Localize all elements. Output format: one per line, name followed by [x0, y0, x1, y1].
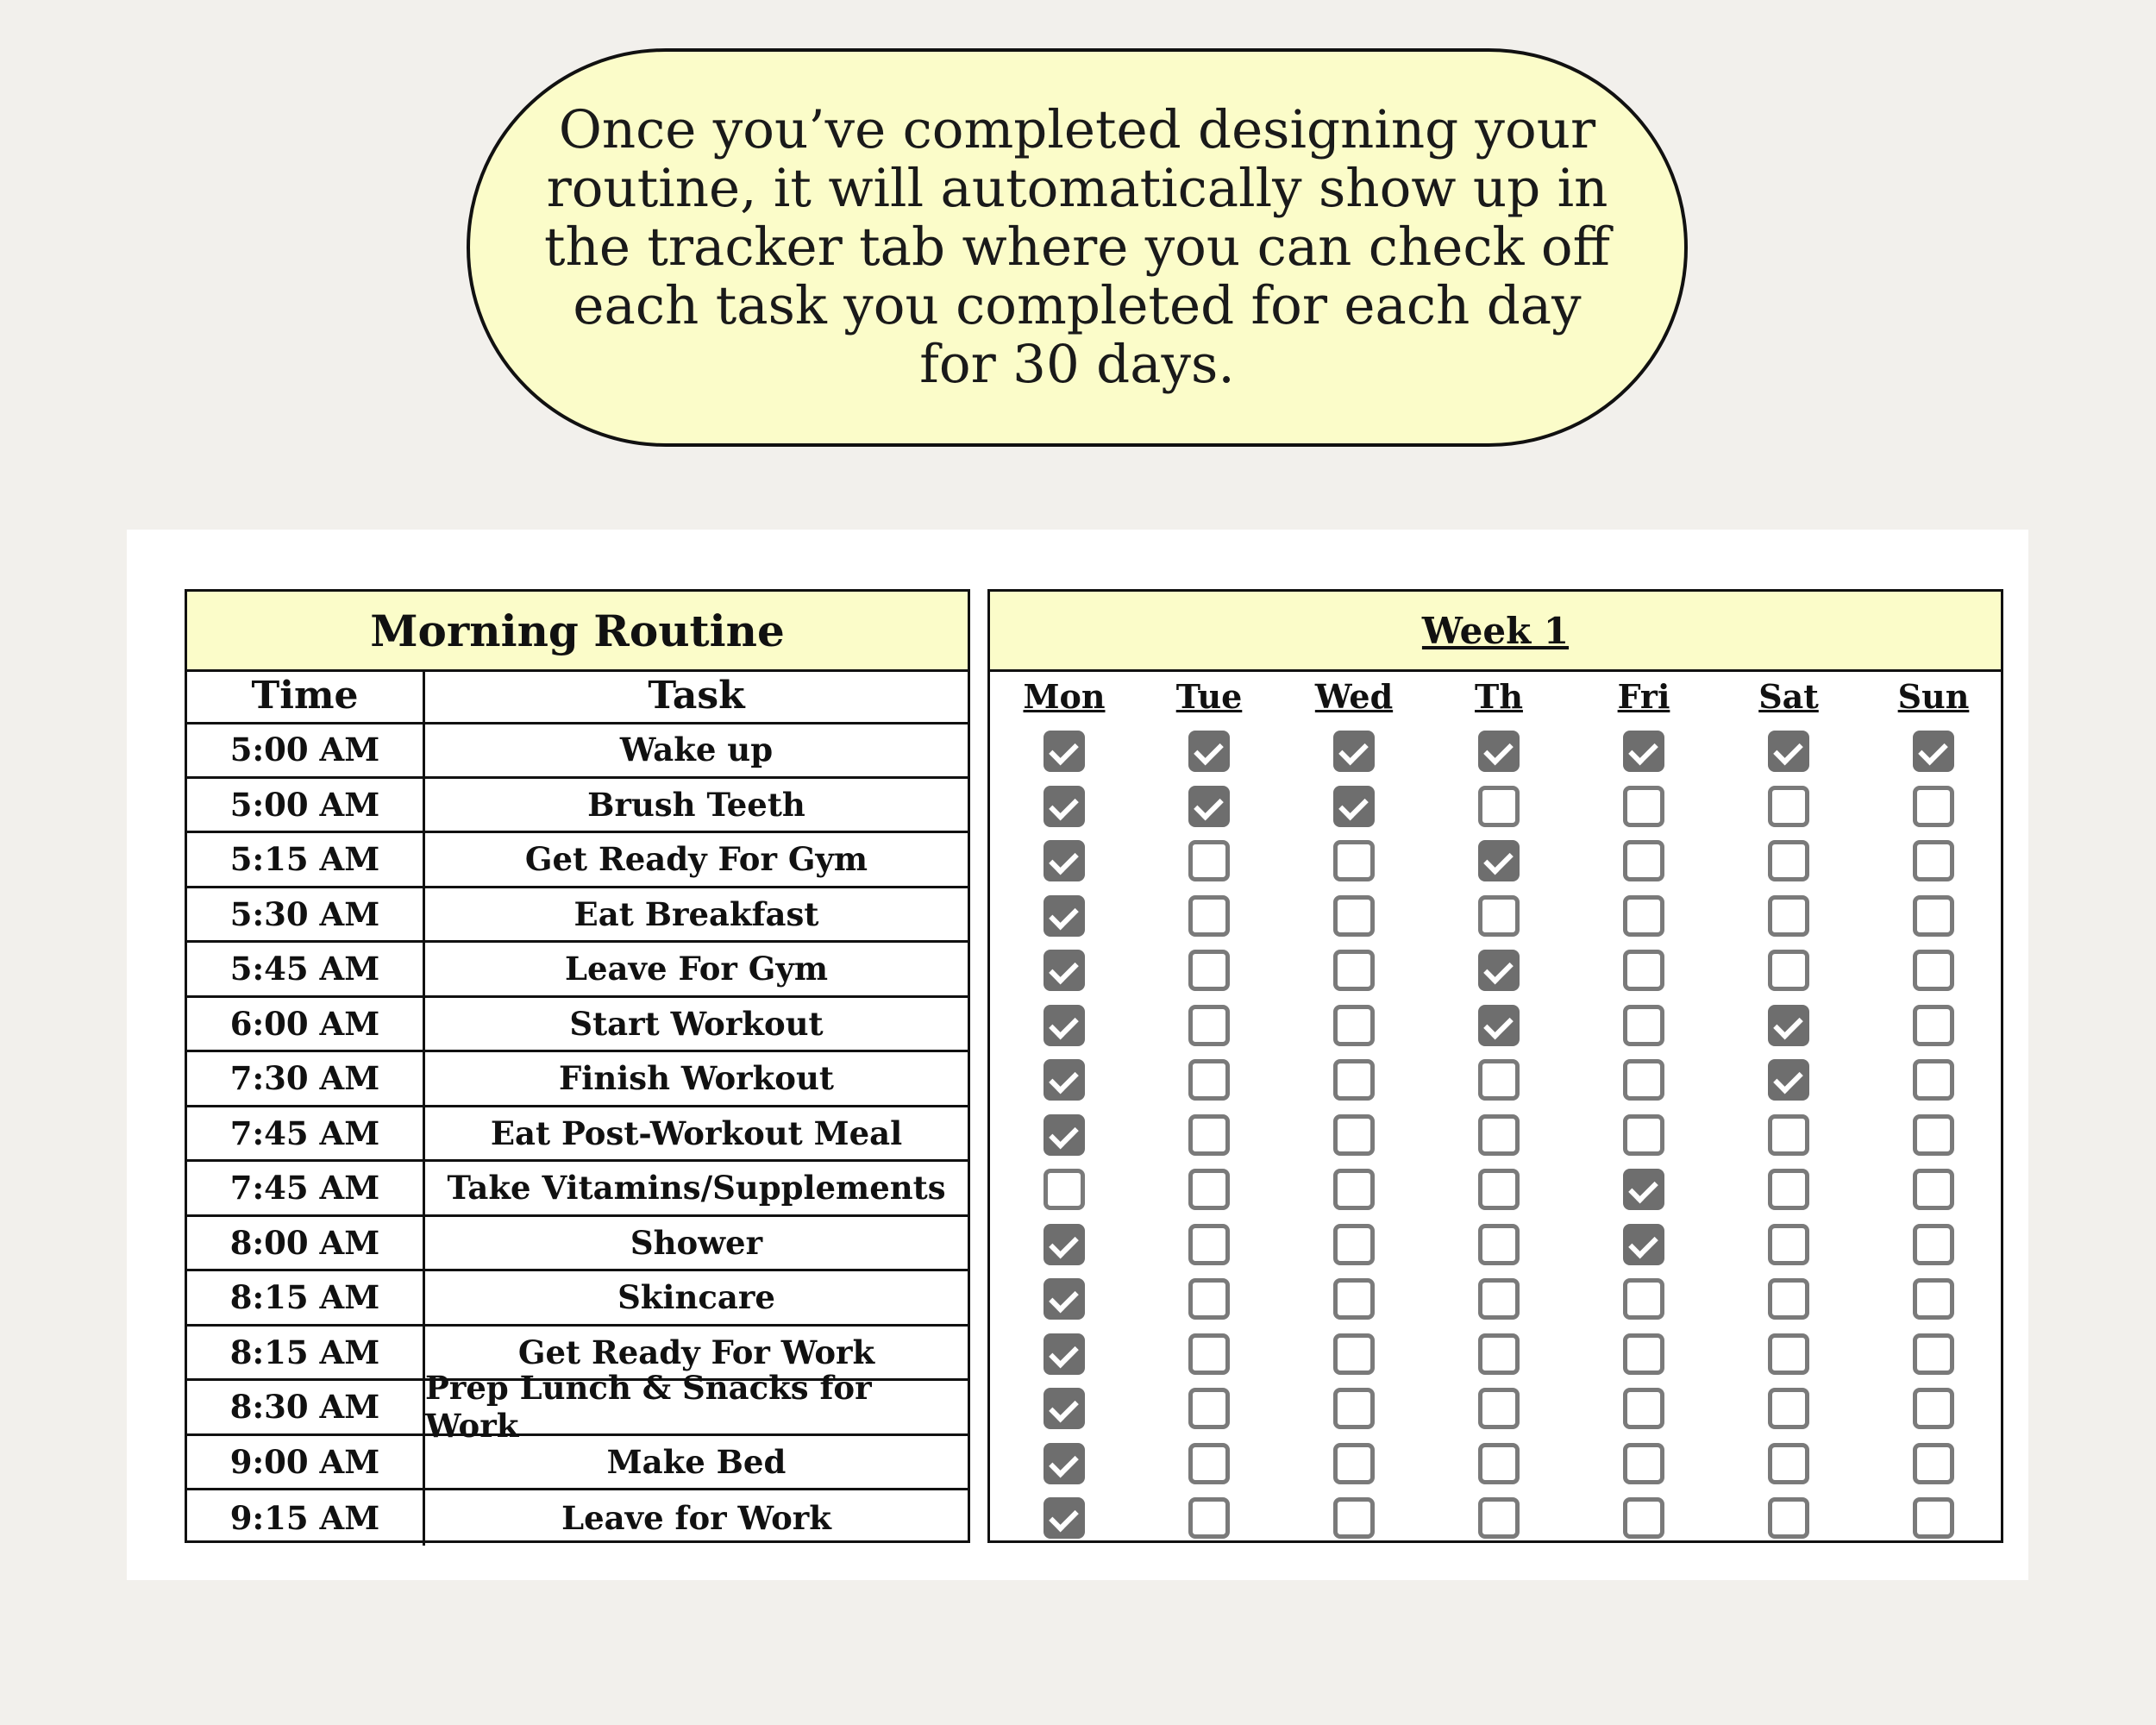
- task-checkbox[interactable]: [1768, 1278, 1809, 1320]
- time-cell: 9:00 AM: [187, 1436, 425, 1489]
- day-header-sun: Sun: [1897, 677, 1970, 716]
- task-checkbox[interactable]: [1913, 1114, 1954, 1156]
- task-checkbox[interactable]: [1333, 1497, 1375, 1539]
- task-checkbox[interactable]: [1044, 895, 1085, 937]
- task-checkbox[interactable]: [1768, 1169, 1809, 1210]
- table-row: [187, 943, 968, 998]
- table-row: [187, 1052, 968, 1107]
- task-checkbox[interactable]: [1768, 786, 1809, 827]
- task-checkbox[interactable]: [1478, 840, 1520, 881]
- task-cell: Brush Teeth: [587, 785, 805, 824]
- task-checkbox[interactable]: [1044, 1169, 1085, 1210]
- day-header-mon: Mon: [1023, 677, 1106, 716]
- task-checkbox[interactable]: [1913, 1224, 1954, 1265]
- task-cell: Shower: [630, 1223, 763, 1262]
- task-checkbox[interactable]: [1044, 840, 1085, 881]
- task-checkbox[interactable]: [1333, 840, 1375, 881]
- table-row: [187, 888, 968, 944]
- task-checkbox[interactable]: [1478, 1443, 1520, 1484]
- task-checkbox[interactable]: [1913, 786, 1954, 827]
- task-checkbox[interactable]: [1768, 895, 1809, 937]
- task-checkbox[interactable]: [1623, 1059, 1664, 1101]
- task-checkbox[interactable]: [1768, 1388, 1809, 1429]
- task-checkbox[interactable]: [1333, 786, 1375, 827]
- time-cell: 8:15 AM: [187, 1271, 425, 1324]
- task-checkbox[interactable]: [1768, 1005, 1809, 1046]
- task-checkbox[interactable]: [1623, 1388, 1664, 1429]
- task-checkbox[interactable]: [1768, 840, 1809, 881]
- task-cell: Leave For Gym: [565, 950, 828, 988]
- day-header-fri: Fri: [1617, 677, 1670, 716]
- task-checkbox[interactable]: [1768, 731, 1809, 772]
- task-cell: Make Bed: [606, 1442, 787, 1481]
- task-checkbox[interactable]: [1188, 1114, 1230, 1156]
- task-checkbox[interactable]: [1333, 1059, 1375, 1101]
- task-checkbox[interactable]: [1623, 1333, 1664, 1375]
- time-cell: 5:00 AM: [187, 724, 425, 776]
- task-checkbox[interactable]: [1188, 1443, 1230, 1484]
- time-cell: 8:15 AM: [187, 1327, 425, 1379]
- task-checkbox[interactable]: [1478, 1388, 1520, 1429]
- task-checkbox[interactable]: [1478, 1497, 1520, 1539]
- task-checkbox[interactable]: [1913, 1059, 1954, 1101]
- table-row: [187, 1369, 968, 1446]
- task-checkbox[interactable]: [1333, 1278, 1375, 1320]
- task-checkbox[interactable]: [1623, 1114, 1664, 1156]
- task-checkbox[interactable]: [1044, 786, 1085, 827]
- task-checkbox[interactable]: [1913, 1497, 1954, 1539]
- task-checkbox[interactable]: [1623, 1443, 1664, 1484]
- task-checkbox[interactable]: [1768, 1114, 1809, 1156]
- task-cell: Take Vitamins/Supplements: [447, 1169, 946, 1208]
- task-checkbox[interactable]: [1913, 1278, 1954, 1320]
- task-column-header: Task: [648, 673, 745, 718]
- task-checkbox[interactable]: [1623, 1005, 1664, 1046]
- task-checkbox[interactable]: [1913, 840, 1954, 881]
- task-checkbox[interactable]: [1188, 1497, 1230, 1539]
- task-cell: Get Ready For Gym: [524, 840, 868, 879]
- task-checkbox[interactable]: [1333, 1169, 1375, 1210]
- task-checkbox[interactable]: [1188, 1388, 1230, 1429]
- task-checkbox[interactable]: [1768, 1224, 1809, 1265]
- time-cell: 5:45 AM: [187, 943, 425, 995]
- task-checkbox[interactable]: [1478, 731, 1520, 772]
- task-checkbox[interactable]: [1913, 950, 1954, 991]
- task-checkbox[interactable]: [1188, 1059, 1230, 1101]
- task-checkbox[interactable]: [1768, 950, 1809, 991]
- time-cell: 8:00 AM: [187, 1217, 425, 1270]
- task-checkbox[interactable]: [1333, 1333, 1375, 1375]
- day-header-tue: Tue: [1175, 677, 1243, 716]
- task-checkbox[interactable]: [1044, 1059, 1085, 1101]
- task-cell: Start Workout: [569, 1004, 824, 1043]
- routine-title: Morning Routine: [187, 592, 968, 672]
- task-checkbox[interactable]: [1623, 1224, 1664, 1265]
- task-checkbox[interactable]: [1333, 1388, 1375, 1429]
- task-checkbox[interactable]: [1913, 1005, 1954, 1046]
- time-cell: 8:30 AM: [187, 1381, 425, 1433]
- time-cell: 5:15 AM: [187, 833, 425, 886]
- task-checkbox[interactable]: [1188, 1169, 1230, 1210]
- task-checkbox[interactable]: [1478, 1224, 1520, 1265]
- table-row: [187, 779, 968, 834]
- task-checkbox[interactable]: [1623, 786, 1664, 827]
- task-checkbox[interactable]: [1623, 1497, 1664, 1539]
- task-checkbox[interactable]: [1623, 950, 1664, 991]
- task-checkbox[interactable]: [1623, 1169, 1664, 1210]
- day-header-th: Th: [1475, 677, 1523, 716]
- task-checkbox[interactable]: [1044, 1497, 1085, 1539]
- task-checkbox[interactable]: [1188, 895, 1230, 937]
- table-row: [187, 1217, 968, 1272]
- task-checkbox[interactable]: [1188, 1278, 1230, 1320]
- day-header-wed: Wed: [1314, 677, 1394, 716]
- day-header-sat: Sat: [1758, 677, 1819, 716]
- task-cell: Eat Post-Workout Meal: [490, 1113, 903, 1152]
- routine-table: [185, 589, 970, 1543]
- task-cell: Finish Workout: [559, 1059, 834, 1098]
- task-checkbox[interactable]: [1188, 840, 1230, 881]
- table-row: [187, 1271, 968, 1327]
- task-cell: Prep Lunch & Snacks for Work: [425, 1369, 872, 1446]
- table-row: [187, 1162, 968, 1217]
- task-checkbox[interactable]: [1478, 895, 1520, 937]
- table-row: [187, 1490, 968, 1546]
- task-checkbox[interactable]: [1333, 1005, 1375, 1046]
- task-checkbox[interactable]: [1044, 1333, 1085, 1375]
- time-cell: 6:00 AM: [187, 998, 425, 1051]
- task-checkbox[interactable]: [1478, 1005, 1520, 1046]
- task-checkbox[interactable]: [1478, 1059, 1520, 1101]
- task-checkbox[interactable]: [1913, 1443, 1954, 1484]
- task-checkbox[interactable]: [1333, 1114, 1375, 1156]
- task-checkbox[interactable]: [1044, 1005, 1085, 1046]
- task-checkbox[interactable]: [1188, 950, 1230, 991]
- time-cell: 7:30 AM: [187, 1052, 425, 1105]
- task-checkbox[interactable]: [1913, 1388, 1954, 1429]
- task-checkbox[interactable]: [1478, 1169, 1520, 1210]
- task-checkbox[interactable]: [1044, 1224, 1085, 1265]
- task-checkbox[interactable]: [1044, 731, 1085, 772]
- table-row: [187, 724, 968, 779]
- task-checkbox[interactable]: [1044, 1388, 1085, 1429]
- intro-text: Once you’ve completed designing your routine, it will automatically show up in the tracker tab where you can check off each task you completed for each day for 30 days.: [544, 99, 1610, 395]
- time-cell: 5:00 AM: [187, 779, 425, 831]
- intro-callout: [467, 48, 1688, 447]
- task-cell: Eat Breakfast: [573, 894, 819, 933]
- task-checkbox[interactable]: [1188, 1005, 1230, 1046]
- time-cell: 9:15 AM: [187, 1490, 425, 1546]
- task-checkbox[interactable]: [1044, 1443, 1085, 1484]
- time-cell: 7:45 AM: [187, 1162, 425, 1214]
- task-checkbox[interactable]: [1188, 1333, 1230, 1375]
- task-checkbox[interactable]: [1333, 1443, 1375, 1484]
- task-checkbox[interactable]: [1333, 731, 1375, 772]
- task-checkbox[interactable]: [1333, 1224, 1375, 1265]
- task-checkbox[interactable]: [1768, 1443, 1809, 1484]
- task-checkbox[interactable]: [1913, 1333, 1954, 1375]
- task-cell: Get Ready For Work: [517, 1333, 875, 1371]
- task-checkbox[interactable]: [1044, 950, 1085, 991]
- routine-header-row: [187, 669, 968, 724]
- table-row: [187, 998, 968, 1053]
- task-checkbox[interactable]: [1768, 1059, 1809, 1101]
- task-checkbox[interactable]: [1913, 731, 1954, 772]
- task-checkbox[interactable]: [1188, 786, 1230, 827]
- task-checkbox[interactable]: [1478, 950, 1520, 991]
- task-cell: Wake up: [619, 731, 774, 769]
- task-checkbox[interactable]: [1478, 1333, 1520, 1375]
- task-checkbox[interactable]: [1913, 1169, 1954, 1210]
- table-row: [187, 833, 968, 888]
- task-checkbox[interactable]: [1768, 1333, 1809, 1375]
- time-cell: 5:30 AM: [187, 888, 425, 941]
- task-checkbox[interactable]: [1478, 1278, 1520, 1320]
- task-checkbox[interactable]: [1478, 786, 1520, 827]
- task-checkbox[interactable]: [1623, 1278, 1664, 1320]
- task-checkbox[interactable]: [1333, 895, 1375, 937]
- task-checkbox[interactable]: [1623, 895, 1664, 937]
- task-checkbox[interactable]: [1188, 731, 1230, 772]
- task-checkbox[interactable]: [1333, 950, 1375, 991]
- task-checkbox[interactable]: [1044, 1114, 1085, 1156]
- task-checkbox[interactable]: [1188, 1224, 1230, 1265]
- task-checkbox[interactable]: [1478, 1114, 1520, 1156]
- task-checkbox[interactable]: [1044, 1278, 1085, 1320]
- task-checkbox[interactable]: [1623, 731, 1664, 772]
- table-row: [187, 1107, 968, 1163]
- time-column-header: Time: [187, 669, 425, 722]
- task-cell: Leave for Work: [561, 1498, 831, 1537]
- task-checkbox[interactable]: [1768, 1497, 1809, 1539]
- task-checkbox[interactable]: [1623, 840, 1664, 881]
- task-checkbox[interactable]: [1913, 895, 1954, 937]
- week-label: Week 1: [990, 592, 2001, 672]
- task-cell: Skincare: [617, 1278, 775, 1317]
- time-cell: 7:45 AM: [187, 1107, 425, 1160]
- table-row: [187, 1436, 968, 1491]
- week-tracker-table: [987, 589, 2003, 1543]
